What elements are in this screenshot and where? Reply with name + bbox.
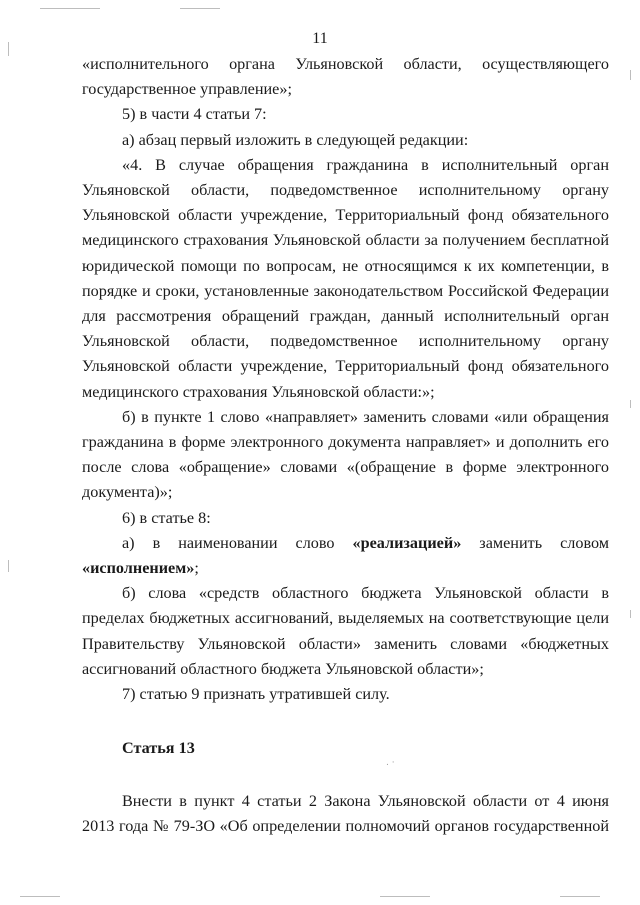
article-13-text xyxy=(82,789,609,839)
paragraph-continuation-end: государственное управление»; xyxy=(82,80,292,99)
text-run: заменить словом xyxy=(461,533,609,552)
scan-edge-mark xyxy=(8,560,9,572)
scan-edge-mark xyxy=(180,8,220,9)
paragraph-subitem-a-article-8 xyxy=(82,531,609,581)
scan-edge-mark xyxy=(560,896,600,897)
paragraph-article-13: Внести в пункт 4 статьи 2 Закона Ульяновской области от 4 июня 2013 года № 79-ЗО «Об определении полномочий органов государственной xyxy=(82,792,609,836)
text-run: ; xyxy=(194,559,199,578)
paragraph-quoted-text: «4. В случае обращения гражданина в исполнительный орган Ульяновской области, подведомственное исполнительному органу Ульяновской области учреждение, Территориальный фонд обязательного медицинского страхования Ульяновской области за получением бесплатной юридической помощи по вопросам, не относящимся к их компетенции, в порядке и сроки, установленные законодательством Российской Федерации для рассмотрения обращений граждан, данный исполнительный орган Ульяновской области, подведомственное исполнительному органу Ульяновской области учреждение, Территориальный фонд обязательного медицинского страхования Ульяновской области:»; xyxy=(82,155,609,401)
paragraph-subitem-a: а) абзац первый изложить в следующей редакции: xyxy=(122,130,469,149)
paragraph-item-6: 6) в статье 8: xyxy=(122,508,211,527)
scan-speck: . · xyxy=(386,758,395,768)
word: «исполнительного xyxy=(82,55,209,73)
scan-edge-mark xyxy=(40,8,100,9)
word: области, xyxy=(403,55,462,73)
scan-edge-mark xyxy=(380,896,430,897)
word: органа xyxy=(229,55,275,73)
page-number: 11 xyxy=(312,30,328,47)
word: осуществляющего xyxy=(482,55,609,73)
word: Ульяновской xyxy=(295,55,384,73)
scan-edge-mark xyxy=(20,896,60,897)
paragraph-subitem-b: б) в пункте 1 слово «направляет» заменить словами «или обращения гражданина в форме электронного документа направляет» и дополнить его после слова «обращение» словами «(обращение в форме электронного документа)»; xyxy=(82,407,609,502)
scan-edge-mark xyxy=(630,400,631,408)
scan-edge-mark xyxy=(630,70,631,80)
scan-edge-mark xyxy=(630,610,631,618)
bold-term-execution: «исполнением» xyxy=(82,559,195,578)
text-run: а) в наименовании слово xyxy=(122,533,353,552)
paragraph-item-7: 7) статью 9 признать утратившей силу. xyxy=(122,685,390,704)
paragraph-continuation xyxy=(82,52,609,77)
paragraph-subitem-b-article-8: б) слова «средств областного бюджета Ульяновской области в пределах бюджетных ассигнований, выделяемых на соответствующие цели Правительству Ульяновской области» заменить словами «бюджетных ассигнований областного бюджета Ульяновской области»; xyxy=(82,584,609,678)
article-heading: Статья 13 xyxy=(122,739,195,757)
scan-edge-mark xyxy=(8,42,9,56)
paragraph-item-5: 5) в части 4 статьи 7: xyxy=(122,105,267,124)
bold-term-realization: «реализацией» xyxy=(352,533,462,552)
amendments-text xyxy=(82,52,609,707)
